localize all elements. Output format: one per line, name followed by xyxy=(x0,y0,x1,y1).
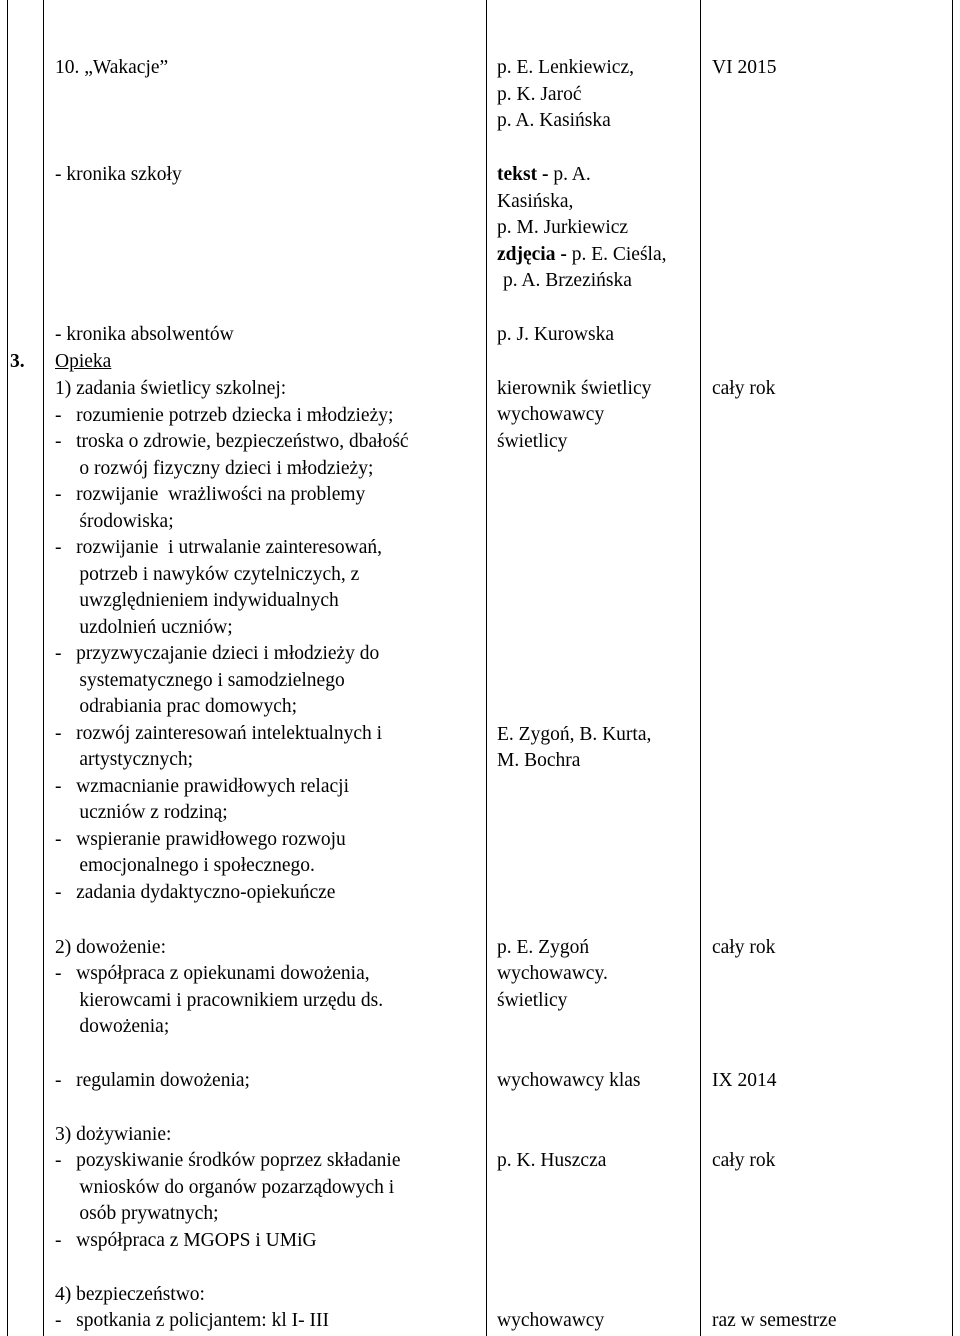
task-line: - przyzwyczajanie dzieci i młodzieży do xyxy=(55,643,380,664)
task-line: 3) dożywianie: xyxy=(55,1124,172,1145)
task-line: uzdolnień uczniów; xyxy=(55,616,233,638)
task-line: - wzmacnianie prawidłowych relacji xyxy=(55,775,349,797)
task-line: - współpraca z MGOPS i UMiG xyxy=(55,1230,317,1251)
responsible-person: świetlicy xyxy=(497,431,568,452)
responsible-person: wychowawcy xyxy=(497,404,605,425)
task-line: dowożenia; xyxy=(55,1016,170,1037)
column-divider-1 xyxy=(43,0,44,1336)
task-line: potrzeb i nawyków czytelniczych, z xyxy=(55,563,360,585)
task-line: artystycznych; xyxy=(55,749,194,770)
responsible-person: p. K. Huszcza xyxy=(497,1150,607,1171)
column-divider-3 xyxy=(700,0,701,1336)
responsible-person: p. A. Brzezińska xyxy=(503,270,632,291)
task-line: odrabiania prac domowych; xyxy=(55,696,298,717)
task-line: - współpraca z opiekunami dowożenia, xyxy=(55,963,370,984)
task-line: - spotkania z policjantem: kl I- III xyxy=(55,1310,329,1331)
term-cell: raz w semestrze xyxy=(712,1310,837,1331)
section-number: 3. xyxy=(10,351,25,372)
responsible-person: p. E. Lenkiewicz, xyxy=(497,57,634,78)
task-line: 2) dowożenie: xyxy=(55,937,167,958)
term-cell: cały rok xyxy=(712,378,776,399)
task-line: środowiska; xyxy=(55,510,174,532)
task-line: systematycznego i samodzielnego xyxy=(55,669,345,691)
term-cell: cały rok xyxy=(712,937,776,958)
task-line: o rozwój fizyczny dzieci i młodzieży; xyxy=(55,457,374,479)
role-label: zdjęcia - xyxy=(497,244,567,265)
responsible-person: p. K. Jaroć xyxy=(497,84,582,105)
responsible-person: wychowawcy xyxy=(497,1310,605,1331)
responsible-person: p. A. xyxy=(548,164,591,185)
item-text: - kronika absolwentów xyxy=(55,324,234,345)
responsible-person: p. E. Cieśla, xyxy=(566,244,667,265)
task-line: uwzględnieniem indywidualnych xyxy=(55,590,339,611)
responsible-person: p. E. Zygoń xyxy=(497,937,590,958)
task-line: - rozwój zainteresowań intelektualnych i xyxy=(55,722,383,744)
responsible-line xyxy=(497,242,667,269)
term-cell: VI 2015 xyxy=(712,57,777,78)
task-line: - troska o zdrowie, bezpieczeństwo, dbałość xyxy=(55,431,409,452)
task-line: uczniów z rodziną; xyxy=(55,802,228,823)
task-line: emocjonalnego i społecznego. xyxy=(55,855,315,876)
responsible-person: wychowawcy klas xyxy=(497,1070,641,1091)
item-title: 10. „Wakacje” xyxy=(55,57,169,78)
task-line: 1) zadania świetlicy szkolnej: xyxy=(55,378,287,399)
task-line: - pozyskiwanie środków poprzez składanie xyxy=(55,1150,401,1171)
table-border-right xyxy=(952,0,953,1336)
task-line: - rozwijanie wrażliwości na problemy xyxy=(55,484,366,505)
task-line: - regulamin dowożenia; xyxy=(55,1070,250,1091)
task-line: kierowcami i pracownikiem urzędu ds. xyxy=(55,990,384,1011)
responsible-person: E. Zygoń, B. Kurta, xyxy=(497,724,652,745)
table-border-left xyxy=(7,0,8,1336)
role-label: tekst - xyxy=(497,164,549,185)
term-cell: cały rok xyxy=(712,1150,776,1171)
responsible-person: p. M. Jurkiewicz xyxy=(497,217,629,238)
responsible-person: świetlicy xyxy=(497,990,568,1011)
responsible-line xyxy=(497,162,591,189)
task-line: - wspieranie prawidłowego rozwoju xyxy=(55,828,346,850)
responsible-person: M. Bochra xyxy=(497,750,581,771)
task-line: - rozumienie potrzeb dziecka i młodzieży; xyxy=(55,404,394,426)
task-line: wniosków do organów pozarządowych i xyxy=(55,1177,395,1198)
responsible-person: Kasińska, xyxy=(497,191,574,212)
task-line: - zadania dydaktyczno-opiekuńcze xyxy=(55,881,336,903)
task-line: - rozwijanie i utrwalanie zainteresowań, xyxy=(55,537,383,558)
section-title: Opieka xyxy=(55,351,112,372)
task-line: osób prywatnych; xyxy=(55,1203,219,1224)
term-cell: IX 2014 xyxy=(712,1070,777,1091)
column-divider-2 xyxy=(486,0,487,1336)
responsible-person: p. J. Kurowska xyxy=(497,324,614,345)
task-line: 4) bezpieczeństwo: xyxy=(55,1284,205,1305)
responsible-person: p. A. Kasińska xyxy=(497,110,611,131)
responsible-person: wychowawcy. xyxy=(497,963,608,984)
responsible-person: kierownik świetlicy xyxy=(497,378,652,399)
item-text: - kronika szkoły xyxy=(55,164,182,185)
